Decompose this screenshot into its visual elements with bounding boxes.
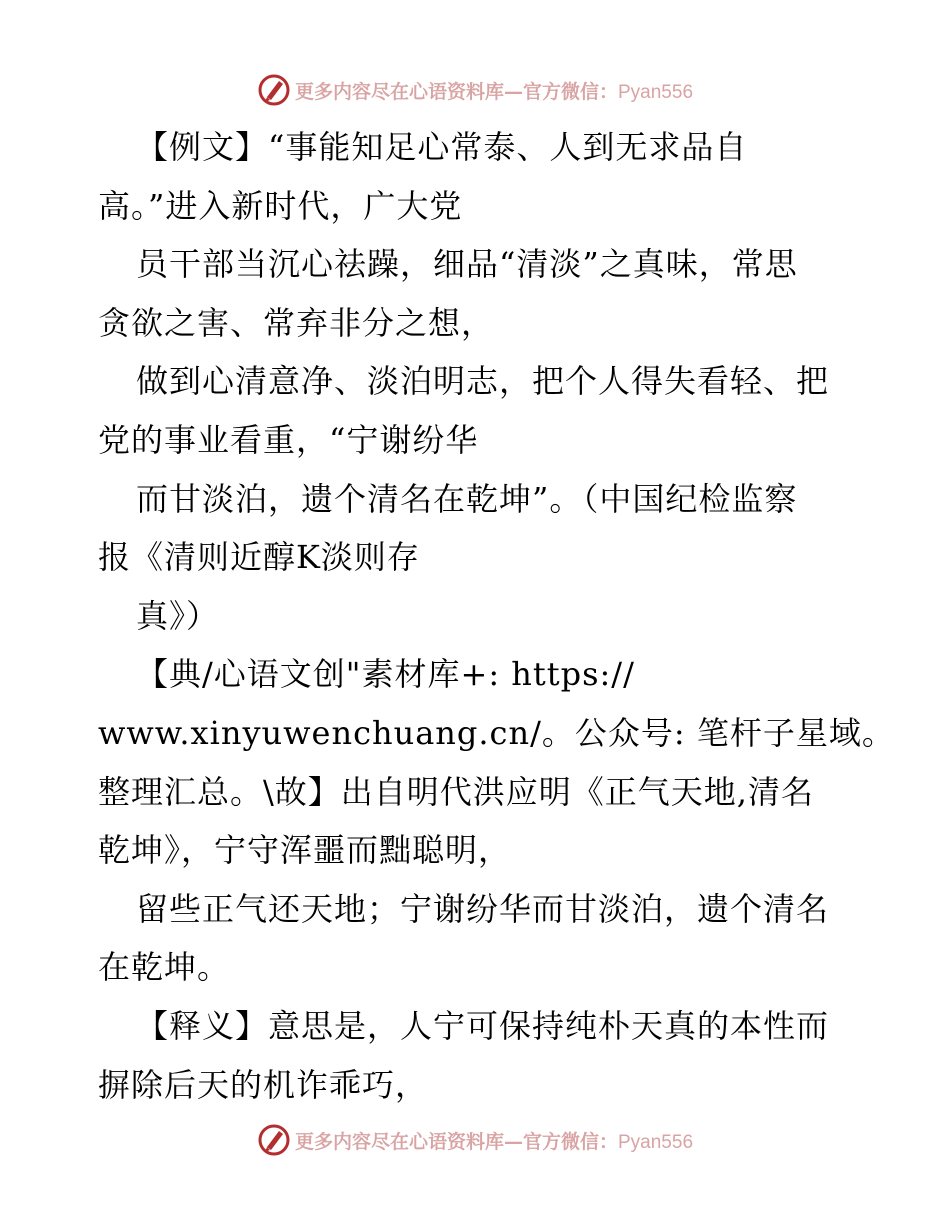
- body-line: 报《清则近醇K淡则存: [98, 538, 420, 577]
- body-line: 而甘淡泊，遗个清名在乾坤”。（中国纪检监察: [136, 479, 798, 518]
- body-line: 高。”进入新时代，广大党: [98, 186, 463, 225]
- pen-logo-icon: [257, 73, 291, 107]
- footer-watermark-label: 更多内容尽在心语资料库—官方微信：: [294, 1130, 618, 1153]
- header-watermark-text: [295, 77, 693, 104]
- body-line: 留些正气还天地；宁谢纷华而甘淡泊，遗个清名: [136, 889, 830, 928]
- body-line: 【释义】意思是，人宁可保持纯朴天真的本性而: [136, 1006, 830, 1045]
- footer-wechat-id: Pyan556: [618, 1131, 694, 1153]
- body-line: www.xinyuwenchuang.cn/。公众号: 笔杆子星域。: [98, 713, 895, 752]
- body-line: 乾坤》，宁守浑噩而黜聪明，: [98, 831, 512, 870]
- header-wechat-id: Pyan556: [618, 81, 694, 103]
- body-line: 做到心清意净、淡泊明志，把个人得失看轻、把: [136, 362, 830, 401]
- body-line: 贪欲之害、常弃非分之想，: [98, 303, 495, 342]
- body-line: 【例文】“事能知足心常泰、人到无求品自: [136, 128, 748, 166]
- footer-watermark-banner: [0, 1120, 950, 1160]
- footer-watermark-text: [295, 1127, 693, 1154]
- body-line: 摒除后天的机诈乖巧，: [98, 1065, 429, 1104]
- body-line: 真》）: [136, 596, 220, 635]
- document-body: [98, 118, 895, 1114]
- body-line: 党的事业看重，“宁谢纷华: [98, 420, 479, 459]
- body-line: 在乾坤。: [98, 948, 231, 987]
- body-line: 【典/心语文创"素材库+: https://: [136, 655, 635, 694]
- body-line: 整理汇总。\故】出自明代洪应明《正气天地,清名: [98, 772, 814, 811]
- header-watermark-banner: [0, 70, 950, 110]
- header-watermark-label: 更多内容尽在心语资料库—官方微信：: [294, 80, 618, 103]
- pen-logo-icon: [257, 1123, 291, 1157]
- body-line: 员干部当沉心祛躁，细品“清淡”之真味，常思: [136, 245, 798, 284]
